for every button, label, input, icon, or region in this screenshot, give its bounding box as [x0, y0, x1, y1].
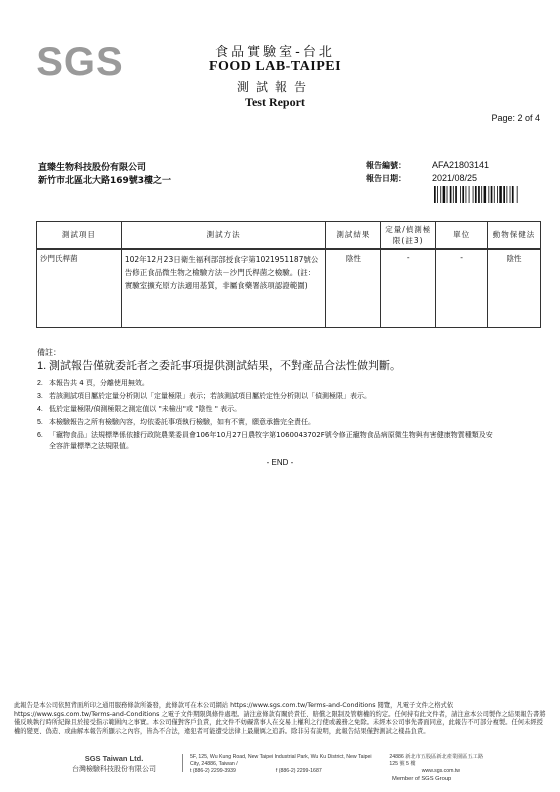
header-animal-law: 動物保健法 [488, 222, 541, 249]
barcode-bar [484, 186, 487, 203]
note-text: 本報告共 4 頁，分離使用無效。 [49, 379, 149, 387]
barcode-bar [437, 186, 438, 203]
barcode-bar [512, 186, 514, 203]
lab-name-zh: 食品實驗室-台北 [215, 45, 335, 60]
note-text: 若該測試項目屬於定量分析則以「定量極限」表示；若該測試項目屬於定性分析則以「偵測極限」表示。 [49, 392, 371, 400]
barcode-bar [447, 186, 448, 203]
barcode-bar [503, 186, 505, 203]
svg-text:SGS: SGS [36, 40, 124, 82]
note-text: 「寵物食品」法規標準係依據行政院農業委員會106年10月27日農牧字第1060043702F號令修正寵物食品病原微生物與有害健康物質種類及安全容許量標準之法規限值。 [49, 431, 493, 450]
barcode-bar [466, 186, 467, 203]
barcode-bar [473, 186, 474, 203]
barcode-bar [440, 186, 441, 203]
header-test-result: 測試結果 [326, 222, 381, 249]
header-quant-limit [381, 222, 436, 249]
lab-name-en: FOOD LAB-TAIPEI [208, 59, 342, 74]
header-unit: 單位 [436, 222, 488, 249]
footer-website: www.sgs.com.tw [421, 768, 461, 775]
end-marker: - END - [266, 458, 294, 467]
page-number: Page: 2 of 4 [491, 113, 540, 123]
barcode-bar [462, 186, 464, 203]
note-text: 測試報告僅就委託者之委託事項提供測試結果，不對產品合法性做判斷。 [49, 359, 401, 372]
barcode-bar [481, 186, 482, 203]
barcode-bar [499, 186, 502, 203]
note-item [37, 378, 149, 389]
note-item [37, 391, 371, 402]
footer-address-zh: 24886 新北市五股區新北產業園區五工路 125 號 5 樓 [389, 754, 484, 768]
barcode-bar [478, 186, 480, 203]
barcode-bar [494, 186, 495, 203]
barcode-bar [488, 186, 489, 203]
footer-divider [182, 754, 183, 772]
barcode-bar [453, 186, 454, 203]
footer-company-en: SGS Taiwan Ltd. [84, 754, 144, 763]
header-test-item: 測試項目 [37, 222, 122, 249]
table-row [37, 249, 541, 328]
cell-limit: - [381, 249, 436, 328]
note-number: 6. [37, 432, 43, 439]
sgs-logo-graphic [34, 38, 126, 82]
client-address: 新竹市北區北大路169號3樓之一 [38, 176, 172, 186]
barcode-bar [506, 186, 507, 203]
header-test-method: 測試方法 [121, 222, 326, 249]
note-number: 1. [37, 360, 47, 372]
barcode-bar [475, 186, 477, 203]
footer-tel: t (886-2) 2299-3939 [190, 768, 236, 775]
barcode-image [434, 186, 524, 203]
barcode-bar [434, 186, 436, 203]
cell-law: 陰性 [488, 249, 541, 328]
note-item [37, 404, 241, 415]
client-name: 直臻生物科技股份有限公司 [38, 163, 147, 173]
report-title-zh: 測試報告 [236, 80, 313, 94]
cell-method: 102年12月23日衛生福利部部授食字第1021951187號公告修正食品微生物之檢驗方法－沙門氏桿菌之檢驗。(註：實驗室擴充原方法適用基質，非屬食藥署該項認證範圍) [121, 249, 326, 328]
sgs-logo [34, 38, 126, 82]
cell-item: 沙門氏桿菌 [37, 249, 122, 328]
note-item [37, 417, 315, 428]
cell-result: 陰性 [326, 249, 381, 328]
footer-address-block [190, 754, 490, 776]
footer-company-zh: 台灣檢驗科技股份有限公司 [72, 765, 156, 773]
report-date: 2021/08/25 [432, 173, 478, 183]
barcode-bar [460, 186, 461, 203]
note-number: 5. [37, 419, 43, 426]
barcode-bar [469, 186, 470, 203]
note-number: 2. [37, 380, 43, 387]
barcode-bar [517, 186, 518, 203]
note-item [37, 360, 401, 372]
barcode-bar [450, 186, 452, 203]
note-number: 4. [37, 406, 43, 413]
footer-disclaimer: 此報告是本公司依照背面所印之通用服務條款所簽發，此條款可在本公司網站 https://www.sgs.com.tw/Terms-and-Conditions 閱覽，凡電子文件之格式依 https://www.sgs.com.tw/Terms-and-Conditions 之電子文件期限與條件處理。請注意條款有關於責任、賠償之限制及管轄權的約定。任何持有此文件者，請注意本公司製作之結果報告書將僅反映執行時所紀錄且於接受指示範圍內之事實。本公司僅對客戶負責，此文件不妨礙當事人在交易上權利之行使或義務之免除。未經本公司事先書面同意，此報告不可部分複製。任何未經授權的變更、偽造、或曲解本報告所顯示之內容，皆為不合法，違犯者可能遭受法律上最嚴厲之追訴。除非另有說明，此報告結果僅對測試之樣品負責。 [14, 702, 546, 735]
note-number: 3. [37, 393, 43, 400]
table-header-row [37, 222, 541, 249]
report-title-en: Test Report [245, 95, 305, 109]
footer-address-en: 5F, 125, Wu Kung Road, New Taipei Industrial Park, Wu Ku District, New Taipei City, 24886, Taiwan / [190, 754, 372, 768]
footer-fax: f (886-2) 2299-1687 [275, 768, 322, 775]
barcode-bar [497, 186, 498, 203]
report-date-label: 報告日期： [366, 174, 406, 183]
header-quant-limit-text: 定量/偵測極限(註3) [385, 224, 432, 245]
results-table [36, 221, 541, 328]
note-text: 低於定量極限/偵測極限之測定值以 "未檢出"或 "陰性 " 表示。 [49, 405, 242, 413]
note-text: 本檢驗報告之所有檢驗內容，均依委託事項執行檢驗，如有不實，願意承擔完全責任。 [49, 418, 315, 426]
report-number-label: 報告編號： [366, 161, 406, 170]
note-item [37, 430, 499, 452]
barcode-bar [455, 186, 457, 203]
cell-unit: - [436, 249, 488, 328]
barcode-bar [443, 186, 446, 203]
report-number: AFA21803141 [432, 160, 490, 170]
barcode-bar [510, 186, 511, 203]
notes-title: 備註： [37, 348, 61, 357]
footer-member: Member of SGS Group [392, 776, 452, 782]
barcode-bar [491, 186, 493, 203]
footer-company [56, 754, 172, 774]
